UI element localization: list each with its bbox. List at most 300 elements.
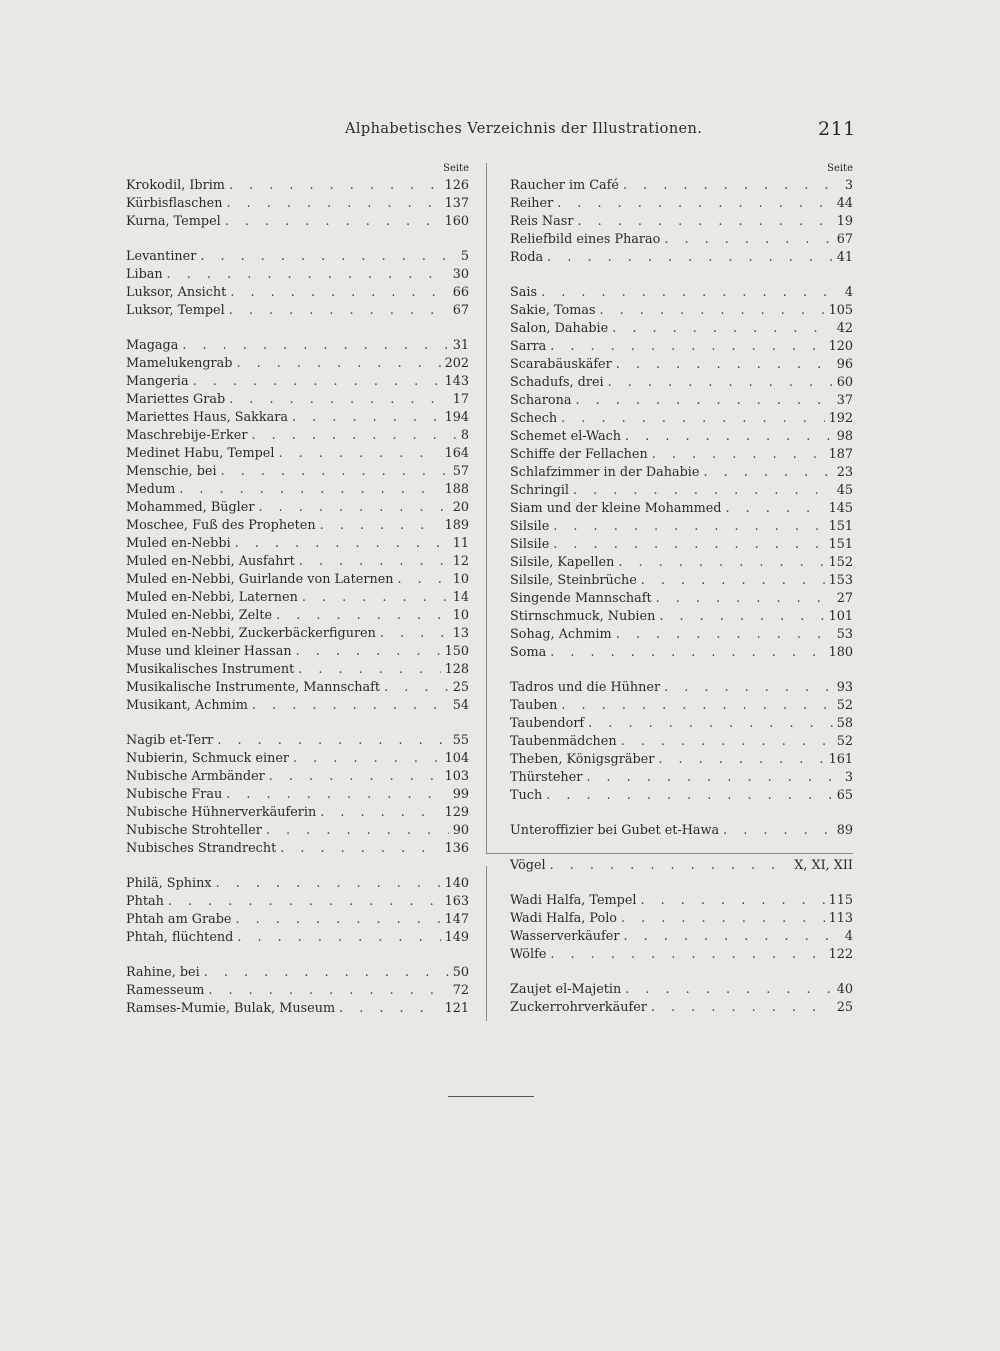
entry-name: Wadi Halfa, Tempel	[510, 893, 637, 908]
entry-page: 20	[452, 500, 469, 515]
entry-page: 126	[444, 178, 469, 193]
leader-dots	[182, 337, 448, 355]
leader-dots	[208, 982, 448, 1000]
index-entry	[510, 946, 853, 964]
entry-page: 55	[452, 733, 469, 748]
leader-dots	[621, 910, 825, 928]
entry-page: 23	[836, 465, 853, 480]
entry-name: Luksor, Ansicht	[126, 285, 227, 300]
leader-dots	[299, 553, 449, 571]
entry-name: Musikalische Instrumente, Mannschaft	[126, 680, 381, 695]
entry-page: 41	[836, 250, 853, 265]
entry-name: Moschee, Fuß des Propheten	[126, 518, 316, 533]
index-entry	[510, 464, 853, 482]
entry-page: 17	[452, 392, 469, 407]
group-spacer	[510, 662, 853, 679]
group-spacer	[126, 231, 469, 248]
leader-dots	[553, 536, 824, 554]
entry-page: 93	[836, 680, 853, 695]
entry-page: X, XI, XII	[794, 858, 853, 873]
entry-name: Krokodil, Ibrim	[126, 178, 225, 193]
entry-name: Taubendorf	[510, 716, 585, 731]
entry-page: 103	[444, 769, 469, 784]
index-entry	[126, 893, 469, 911]
leader-dots	[298, 661, 440, 679]
leader-dots	[625, 428, 833, 446]
leader-dots	[266, 822, 449, 840]
leader-dots	[651, 999, 833, 1017]
index-entry	[510, 410, 853, 428]
leader-dots	[561, 697, 832, 715]
entry-page: 57	[452, 464, 469, 479]
leader-dots	[723, 822, 833, 840]
leader-dots	[229, 391, 449, 409]
leader-dots	[167, 266, 449, 284]
leader-dots	[641, 572, 825, 590]
entry-page: 52	[836, 734, 853, 749]
index-entry	[126, 499, 469, 517]
leader-dots	[656, 590, 833, 608]
index-entry	[510, 910, 853, 928]
leader-dots	[547, 249, 833, 267]
entry-name: Zaujet el-Majetin	[510, 982, 622, 997]
entry-name: Schlafzimmer in der Dahabie	[510, 465, 700, 480]
entry-page: 136	[444, 841, 469, 856]
index-entry	[126, 875, 469, 893]
leader-dots	[226, 195, 440, 213]
index-entry	[510, 769, 853, 787]
leader-dots	[398, 571, 449, 589]
index-entry	[510, 249, 853, 267]
entry-name: Sarra	[510, 339, 547, 354]
index-entry	[126, 679, 469, 697]
leader-dots	[546, 787, 833, 805]
index-entry	[126, 643, 469, 661]
group-spacer	[126, 947, 469, 964]
group-spacer	[126, 320, 469, 337]
entry-name: Muled en-Nebbi, Ausfahrt	[126, 554, 295, 569]
leader-dots	[573, 482, 833, 500]
index-entry	[510, 626, 853, 644]
entry-name: Kürbisflaschen	[126, 196, 223, 211]
entry-name: Maschrebije-Erker	[126, 428, 248, 443]
index-entry	[510, 177, 853, 195]
entry-name: Silsile	[510, 519, 550, 534]
index-entry	[510, 231, 853, 249]
entry-name: Schiffe der Fellachen	[510, 447, 648, 462]
entry-name: Reiher	[510, 196, 554, 211]
index-entry	[126, 373, 469, 391]
index-entry	[510, 482, 853, 500]
entry-name: Sais	[510, 285, 538, 300]
column-divider	[486, 163, 487, 853]
leader-dots	[600, 302, 825, 320]
leader-dots	[550, 857, 791, 875]
index-column-right	[510, 160, 853, 1017]
leader-dots	[179, 481, 440, 499]
index-entries-left	[126, 177, 469, 1018]
leader-dots	[380, 625, 449, 643]
entry-page: 52	[836, 698, 853, 713]
entry-name: Phtah am Grabe	[126, 912, 232, 927]
entry-page: 161	[828, 752, 853, 767]
index-entry	[510, 733, 853, 751]
leader-dots	[226, 786, 448, 804]
index-entry	[126, 929, 469, 947]
entry-page: 3	[844, 178, 853, 193]
leader-dots	[616, 356, 833, 374]
leader-dots	[384, 679, 449, 697]
entry-page: 140	[444, 876, 469, 891]
entry-name: Phtah, flüchtend	[126, 930, 234, 945]
index-entry	[510, 446, 853, 464]
entry-name: Mamelukengrab	[126, 356, 233, 371]
leader-dots	[276, 607, 449, 625]
index-entry	[126, 463, 469, 481]
index-entry	[126, 786, 469, 804]
entry-page: 58	[836, 716, 853, 731]
entry-page: 50	[452, 965, 469, 980]
entry-name: Mohammed, Bügler	[126, 500, 255, 515]
index-entry	[510, 572, 853, 590]
entry-name: Mariettes Haus, Sakkara	[126, 410, 289, 425]
entry-page: 4	[844, 285, 853, 300]
entry-name: Musikant, Achmim	[126, 698, 248, 713]
entry-name: Raucher im Café	[510, 178, 619, 193]
index-entry	[510, 500, 853, 518]
entry-page: 151	[828, 537, 853, 552]
index-entries-right	[510, 177, 853, 1017]
index-entry	[510, 751, 853, 769]
entry-page: 152	[828, 555, 853, 570]
entry-name: Wölfe	[510, 947, 547, 962]
entry-name: Silsile, Steinbrüche	[510, 573, 637, 588]
index-entry	[510, 302, 853, 320]
index-entry	[126, 517, 469, 535]
leader-dots	[550, 946, 824, 964]
index-entry	[126, 750, 469, 768]
entry-name: Muled en-Nebbi, Laternen	[126, 590, 298, 605]
entry-page: 160	[444, 214, 469, 229]
entry-name: Salon, Dahabie	[510, 321, 609, 336]
index-entry	[510, 679, 853, 697]
entry-page: 98	[836, 429, 853, 444]
entry-name: Reliefbild eines Pharao	[510, 232, 661, 247]
index-entry	[126, 822, 469, 840]
entry-page: 66	[452, 285, 469, 300]
index-entry	[510, 284, 853, 302]
entry-page: 164	[444, 446, 469, 461]
leader-dots	[608, 374, 833, 392]
entry-page: 14	[452, 590, 469, 605]
entry-page: 10	[452, 572, 469, 587]
entry-page: 122	[828, 947, 853, 962]
index-entry	[126, 445, 469, 463]
index-entry	[126, 481, 469, 499]
entry-page: 44	[836, 196, 853, 211]
entry-page: 149	[444, 930, 469, 945]
entry-name: Nagib et-Terr	[126, 733, 214, 748]
entry-name: Nubische Hühnerverkäuferin	[126, 805, 317, 820]
index-entry	[126, 768, 469, 786]
leader-dots	[612, 320, 833, 338]
entry-name: Muse und kleiner Hassan	[126, 644, 292, 659]
leader-dots	[623, 928, 840, 946]
index-entry	[510, 644, 853, 662]
index-entry	[510, 356, 853, 374]
index-entry	[510, 195, 853, 213]
entry-name: Siam und der kleine Mohammed	[510, 501, 722, 516]
entry-name: Nubische Strohteller	[126, 823, 262, 838]
entry-page: 5	[460, 249, 469, 264]
leader-dots	[221, 463, 449, 481]
entry-name: Levantiner	[126, 249, 197, 264]
entry-page: 187	[828, 447, 853, 462]
entry-name: Luksor, Tempel	[126, 303, 225, 318]
index-entry	[510, 697, 853, 715]
leader-dots	[625, 981, 832, 999]
entry-page: 115	[828, 893, 853, 908]
entry-name: Schemet el-Wach	[510, 429, 622, 444]
leader-dots	[204, 964, 449, 982]
index-entry	[126, 1000, 469, 1018]
leader-dots	[320, 517, 441, 535]
leader-dots	[664, 231, 832, 249]
entry-name: Mangeria	[126, 374, 189, 389]
entry-page: 67	[836, 232, 853, 247]
entry-page: 188	[444, 482, 469, 497]
entry-name: Philä, Sphinx	[126, 876, 212, 891]
leader-dots	[586, 769, 840, 787]
entry-name: Nubisches Strandrecht	[126, 841, 277, 856]
leader-dots	[193, 373, 441, 391]
index-column-left	[126, 160, 469, 1018]
group-spacer	[510, 267, 853, 284]
entry-name: Schadufs, drei	[510, 375, 604, 390]
entry-page: 13	[452, 626, 469, 641]
entry-name: Vögel	[510, 858, 546, 873]
leader-dots	[296, 643, 441, 661]
entry-page: 8	[460, 428, 469, 443]
entry-name: Nubierin, Schmuck einer	[126, 751, 290, 766]
entry-page: 30	[452, 267, 469, 282]
entry-page: 37	[836, 393, 853, 408]
group-spacer	[510, 840, 853, 857]
entry-page: 19	[836, 214, 853, 229]
entry-name: Unteroffizier bei Gubet et-Hawa	[510, 823, 720, 838]
entry-name: Menschie, bei	[126, 464, 217, 479]
index-entry	[510, 981, 853, 999]
column-head-seite: Seite	[827, 163, 853, 174]
entry-name: Tauben	[510, 698, 558, 713]
leader-dots	[576, 392, 833, 410]
entry-page: 90	[452, 823, 469, 838]
leader-dots	[618, 554, 824, 572]
entry-name: Stirnschmuck, Nubien	[510, 609, 656, 624]
index-entry	[126, 195, 469, 213]
entry-page: 150	[444, 644, 469, 659]
entry-name: Phtah	[126, 894, 164, 909]
entry-page: 143	[444, 374, 469, 389]
index-entry	[126, 982, 469, 1000]
entry-page: 104	[444, 751, 469, 766]
leader-dots	[550, 338, 824, 356]
group-spacer	[510, 964, 853, 981]
leader-dots	[659, 608, 824, 626]
leader-dots	[541, 284, 841, 302]
entry-name: Wasserverkäufer	[510, 929, 620, 944]
leader-dots	[652, 446, 825, 464]
entry-name: Nubische Frau	[126, 787, 223, 802]
leader-dots	[703, 464, 832, 482]
index-entry	[510, 536, 853, 554]
entry-name: Wadi Halfa, Polo	[510, 911, 617, 926]
leader-dots	[623, 177, 841, 195]
entry-page: 153	[828, 573, 853, 588]
group-spacer	[510, 875, 853, 892]
entry-name: Soma	[510, 645, 547, 660]
index-entry	[510, 590, 853, 608]
entry-name: Singende Mannschaft	[510, 591, 652, 606]
entry-name: Muled en-Nebbi, Guirlande von Laternen	[126, 572, 394, 587]
leader-dots	[252, 697, 449, 715]
entry-page: 45	[836, 483, 853, 498]
page-number: 211	[818, 118, 856, 140]
entry-name: Sohag, Achmim	[510, 627, 612, 642]
index-entry	[126, 337, 469, 355]
leader-dots	[235, 535, 449, 553]
entry-page: 65	[836, 788, 853, 803]
entry-page: 27	[836, 591, 853, 606]
entry-page: 99	[452, 787, 469, 802]
index-entry	[126, 553, 469, 571]
entry-name: Muled en-Nebbi	[126, 536, 231, 551]
leader-dots	[237, 929, 440, 947]
entry-page: 67	[452, 303, 469, 318]
entry-name: Taubenmädchen	[510, 734, 617, 749]
entry-name: Zuckerrohrverkäufer	[510, 1000, 647, 1015]
entry-page: 163	[444, 894, 469, 909]
leader-dots	[278, 445, 440, 463]
index-entry	[126, 840, 469, 858]
index-entry	[510, 320, 853, 338]
index-entry	[126, 625, 469, 643]
index-entry	[510, 892, 853, 910]
entry-page: 60	[836, 375, 853, 390]
entry-name: Kurna, Tempel	[126, 214, 221, 229]
entry-page: 96	[836, 357, 853, 372]
index-entry	[126, 427, 469, 445]
index-entry	[510, 374, 853, 392]
entry-page: 113	[828, 911, 853, 926]
leader-dots	[217, 732, 448, 750]
entry-name: Muled en-Nebbi, Zelte	[126, 608, 273, 623]
entry-page: 105	[828, 303, 853, 318]
entry-name: Mariettes Grab	[126, 392, 226, 407]
index-entry	[126, 302, 469, 320]
leader-dots	[200, 248, 457, 266]
leader-dots	[621, 733, 833, 751]
entry-page: 145	[828, 501, 853, 516]
entry-name: Scharona	[510, 393, 572, 408]
index-entry	[126, 535, 469, 553]
entry-page: 101	[828, 609, 853, 624]
entry-page: 192	[828, 411, 853, 426]
entry-page: 53	[836, 627, 853, 642]
running-title: Alphabetisches Verzeichnis der Illustrationen.	[345, 121, 703, 137]
leader-dots	[293, 750, 441, 768]
entry-page: 12	[452, 554, 469, 569]
leader-dots	[339, 1000, 440, 1018]
entry-name: Tadros und die Hühner	[510, 680, 661, 695]
index-entry	[126, 697, 469, 715]
leader-dots	[658, 751, 824, 769]
leader-dots	[225, 213, 441, 231]
entry-name: Scarabäuskäfer	[510, 357, 612, 372]
entry-page: 31	[452, 338, 469, 353]
entry-name: Schech	[510, 411, 558, 426]
leader-dots	[616, 626, 833, 644]
index-entry	[510, 787, 853, 805]
group-spacer	[126, 715, 469, 732]
entry-name: Schringil	[510, 483, 570, 498]
index-entry	[126, 355, 469, 373]
entry-name: Sakie, Tomas	[510, 303, 596, 318]
column-head-seite: Seite	[443, 163, 469, 174]
entry-page: 189	[444, 518, 469, 533]
entry-page: 120	[828, 339, 853, 354]
leader-dots	[236, 911, 441, 929]
entry-page: 151	[828, 519, 853, 534]
leader-dots	[664, 679, 833, 697]
leader-dots	[168, 893, 441, 911]
leader-dots	[588, 715, 833, 733]
leader-dots	[553, 518, 824, 536]
leader-dots	[292, 409, 441, 427]
entry-name: Muled en-Nebbi, Zuckerbäckerfiguren	[126, 626, 376, 641]
index-entry	[126, 911, 469, 929]
group-spacer	[126, 858, 469, 875]
entry-page: 11	[452, 536, 469, 551]
entry-page: 72	[452, 983, 469, 998]
leader-dots	[320, 804, 440, 822]
entry-page: 128	[444, 662, 469, 677]
entry-name: Rahine, bei	[126, 965, 200, 980]
index-entry	[126, 661, 469, 679]
entry-page: 202	[444, 356, 469, 371]
index-entry	[126, 607, 469, 625]
index-entry	[510, 822, 853, 840]
index-entry	[126, 177, 469, 195]
entry-page: 137	[444, 196, 469, 211]
leader-dots	[302, 589, 449, 607]
index-entry	[510, 554, 853, 572]
entry-page: 54	[452, 698, 469, 713]
index-entry	[126, 266, 469, 284]
index-entry	[126, 589, 469, 607]
entry-page: 89	[836, 823, 853, 838]
entry-page: 147	[444, 912, 469, 927]
index-entry	[510, 518, 853, 536]
leader-dots	[251, 427, 456, 445]
leader-dots	[258, 499, 448, 517]
entry-page: 25	[452, 680, 469, 695]
index-entry	[510, 715, 853, 733]
index-entry	[510, 428, 853, 446]
entry-page: 10	[452, 608, 469, 623]
index-entry	[510, 213, 853, 231]
column-divider-lower	[486, 866, 487, 1021]
